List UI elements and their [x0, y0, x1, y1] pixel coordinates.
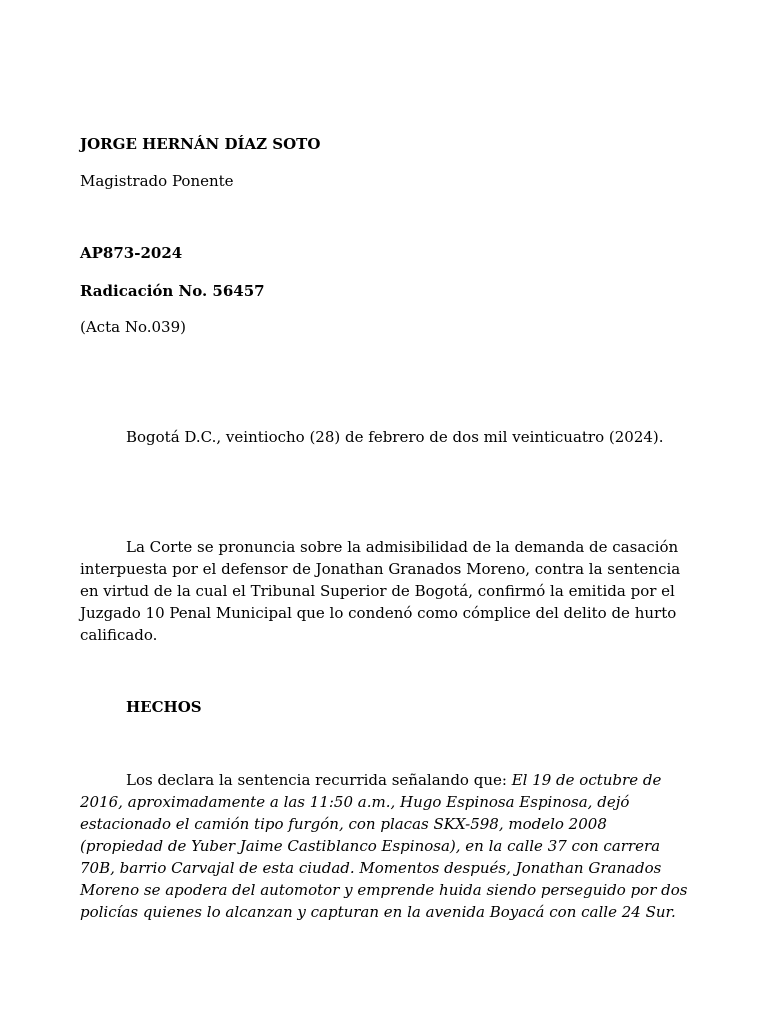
acta-number: (Acta No.039) [80, 318, 186, 336]
facts-quote: El 19 de octubre de 2016, aproximadamente a las 11:50 a.m., Hugo Espinosa Espinosa, dejó estacionado el camión tipo furgón, con placas SKX-598, modelo 2008 (propiedad de Yuber Jaime Castiblanco Espinosa), en la calle 37 con carrera 70B, barrio Carvajal de esta ciudad. Momentos después, Jonathan Granados Moreno se apodera del automotor y emprende huida siendo perseguido por dos policías quienes lo alcanzan y capturan en la avenida Boyacá con calle 24 Sur. [80, 771, 688, 921]
auto-number: AP873-2024 [80, 244, 183, 262]
facts-lead: Los declara la sentencia recurrida señalando que: [126, 771, 512, 789]
facts-paragraph [80, 769, 690, 923]
section-heading-hechos: HECHOS [126, 698, 202, 716]
radicacion-number: Radicación No. 56457 [80, 282, 265, 300]
date-line: Bogotá D.C., veintiocho (28) de febrero de dos mil veinticuatro (2024). [126, 428, 664, 446]
magistrate-role: Magistrado Ponente [80, 172, 234, 190]
magistrate-name: JORGE HERNÁN DÍAZ SOTO [80, 135, 321, 153]
intro-paragraph: La Corte se pronuncia sobre la admisibilidad de la demanda de casación interpuesta por el defensor de Jonathan Granados Moreno, contra la sentencia en virtud de la cual el Tribunal Superior de Bogotá, confirmó la emitida por el Juzgado 10 Penal Municipal que lo condenó como cómplice del delito de hurto calificado. [80, 538, 681, 644]
